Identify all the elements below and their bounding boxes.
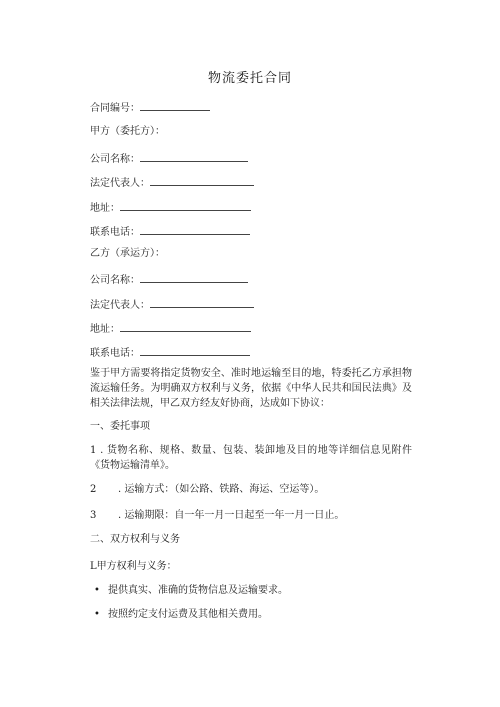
party-b-address-label: 地址： [90,324,120,335]
list-item-text: 按照约定支付运费及其他相关费用。 [108,609,268,620]
party-a-company-blank [140,151,248,162]
section-1-item-3-number: 3 [90,510,97,521]
list-item-text: 提供真实、准确的货物信息及运输要求。 [108,585,288,596]
party-a-rep-blank [150,175,254,186]
party-a-address-blank [120,200,251,211]
party-a-company-line [90,151,248,166]
list-item [94,609,268,621]
section-1-item-2-text: . 运输方式：（如公路、铁路、海运、空运等）。 [118,484,325,495]
party-a-address-line [90,200,251,215]
party-a-rep-label: 法定代表人： [90,178,150,189]
party-b-company-label: 公司名称： [90,275,140,286]
intro-paragraph: 鉴于甲方需要将指定货物安全、准时地运输至目的地，特委托乙方承担物流运输任务。为明确双方权利与义务，依据《中华人民共和国民法典》及相关法律法规，甲乙双方经友好协商，达成如下协议： [90,368,412,409]
party-a-phone-line [90,224,250,239]
party-a-company-label: 公司名称： [90,154,140,165]
party-b-heading: 乙方（承运方）： [90,248,165,259]
party-a-heading: 甲方（委托方）： [90,126,165,137]
section-2-sub-heading: L甲方权利与义务： [90,561,177,572]
party-b-phone-blank [140,345,250,356]
party-b-phone-label: 联系电话： [90,348,140,359]
section-1-item-2 [90,484,324,496]
party-b-rep-label: 法定代表人： [90,300,150,311]
list-item [94,585,288,597]
section-1-item-3-text: . 运输期限：自一年一月一日起至一年一月一日止。 [118,510,345,521]
party-b-address-line [90,321,251,336]
party-b-rep-blank [150,297,254,308]
party-b-phone-line [90,345,250,360]
contract-number-blank [140,100,210,111]
bullet-icon: • [94,609,100,620]
section-1-heading: 一、委托事项 [90,421,150,432]
bullet-icon: • [94,585,100,596]
party-b-company-blank [140,272,248,283]
party-b-rep-line [90,297,254,312]
party-a-phone-label: 联系电话： [90,227,140,238]
party-b-company-line [90,272,248,287]
party-b-address-blank [120,321,251,332]
contract-number-line [90,100,210,115]
page-title: 物流委托合同 [207,71,292,86]
section-2-heading: 二、双方权利与义务 [90,534,180,545]
party-a-phone-blank [140,224,250,235]
section-1-item-1: 1 . 货物名称、规格、数量、包装、装卸地及目的地等详细信息见附件《货物运输清单》。 [90,445,412,471]
section-1-item-3 [90,510,344,522]
party-a-address-label: 地址： [90,203,120,214]
section-1-item-2-number: 2 [90,484,97,495]
contract-number-label: 合同编号： [90,103,140,114]
party-a-rep-line [90,175,254,190]
